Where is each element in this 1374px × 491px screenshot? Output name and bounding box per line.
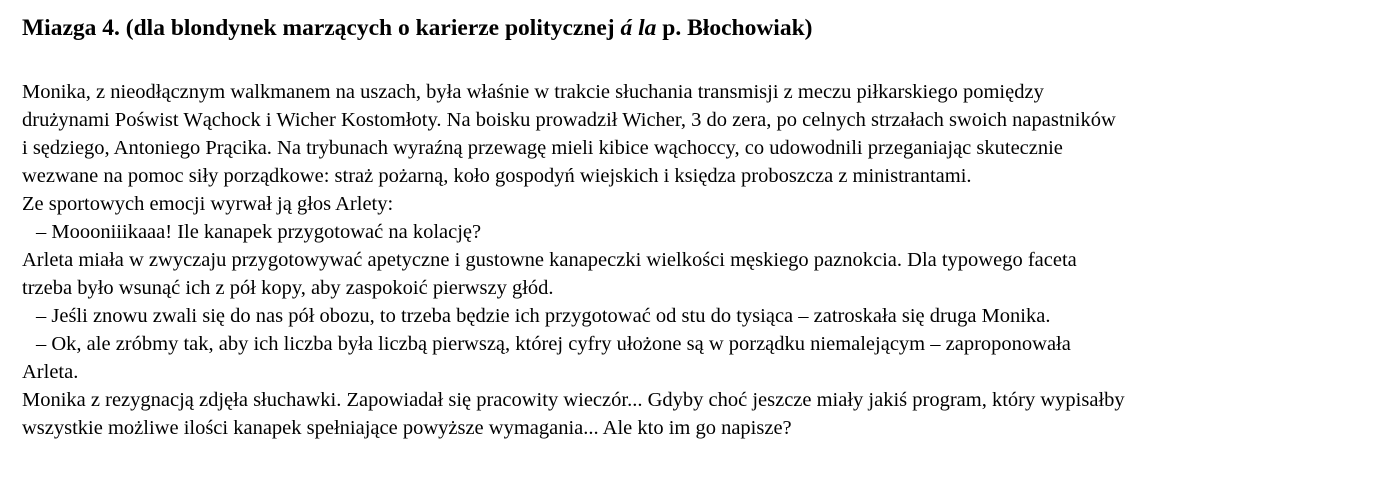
- text-line: wezwane na pomoc siły porządkowe: straż pożarną, koło gospodyń wiejskich i księdza proboszcza z ministrantami.: [22, 165, 972, 187]
- text-line: Arleta miała w zwyczaju przygotowywać apetyczne i gustowne kanapeczki wielkości męskiego paznokcia. Dla typowego faceta: [22, 249, 1077, 271]
- title-part-2: p. Błochowiak): [656, 15, 813, 41]
- dialogue-line: – Jeśli znowu zwali się do nas pół obozu, to trzeba będzie ich przygotować od stu do tysiąca – zatroskała się druga Monika.: [36, 305, 1051, 327]
- text-line: wszystkie możliwe ilości kanapek spełniające powyższe wymagania... Ale kto im go napisze?: [22, 417, 792, 439]
- dialogue-line: – Moooniiikaaa! Ile kanapek przygotować na kolację?: [36, 221, 482, 243]
- text-line: trzeba było wsunąć ich z pół kopy, aby zaspokoić pierwszy głód.: [22, 277, 554, 299]
- text-line: Monika z rezygnacją zdjęła słuchawki. Zapowiadał się pracowity wieczór... Gdyby choć jeszcze miały jakiś program, który wypisałby: [22, 389, 1125, 411]
- text-line: i sędziego, Antoniego Prącika. Na trybunach wyraźną przewagę mieli kibice wąchoccy, co udowodnili przeganiając skutecznie: [22, 137, 1063, 159]
- text-line: Arleta.: [22, 361, 79, 383]
- text-line: drużynami Poświst Wąchock i Wicher Kostomłoty. Na boisku prowadził Wicher, 3 do zera, po celnych strzałach swoich napastników: [22, 109, 1116, 131]
- title-part-1: Miazga 4. (dla blondynek marzących o karierze politycznej: [22, 15, 621, 41]
- title-italic-phrase: á la: [620, 15, 657, 41]
- dialogue-line: – Ok, ale zróbmy tak, aby ich liczba była liczbą pierwszą, której cyfry ułożone są w porządku niemalejącym – zaproponowała: [36, 333, 1071, 355]
- text-line: Monika, z nieodłącznym walkmanem na uszach, była właśnie w trakcie słuchania transmisji z meczu piłkarskiego pomiędzy: [22, 81, 1044, 103]
- story-text: [22, 78, 1362, 442]
- text-line: Ze sportowych emocji wyrwał ją głos Arlety:: [22, 193, 394, 215]
- problem-title: [22, 13, 812, 43]
